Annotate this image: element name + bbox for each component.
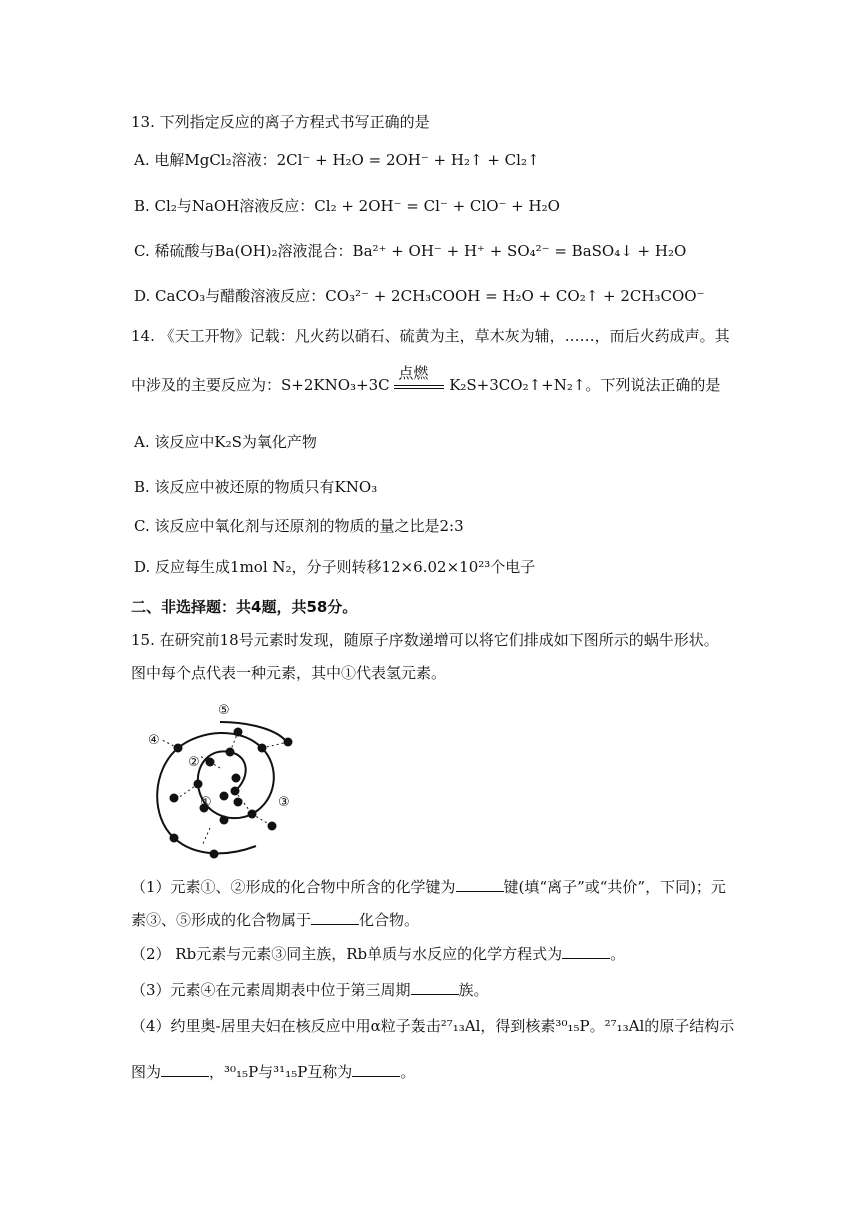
q13-stem: 13. 下列指定反应的离子方程式书写正确的是 [131,113,430,131]
q15-part4-text-b: 图为 [131,1063,162,1081]
label-5: ⑤ [218,703,230,718]
q14-option-c: C. 该反应中氧化剂与还原剂的物质的量之比是2:3 [134,517,464,535]
q14-reactants: 中涉及的主要反应为：S+2KNO₃+3C [131,376,390,394]
q13-option-c: C. 稀硫酸与Ba(OH)₂溶液混合：Ba²⁺ + OH⁻ + H⁺ + SO₄²⁻ = BaSO₄↓ + H₂O [134,242,687,260]
q14-stem-line1: 14. 《天工开物》记载：凡火药以硝石、硫黄为主，草木灰为辅，……，而后火药成声。其 [131,327,730,345]
answer-blank[interactable] [161,1062,209,1077]
q15-part4-line1: （4）约里奥-居里夫妇在核反应中用α粒子轰击²⁷₁₃Al，得到核素³⁰₁₅P。²⁷₁₃Al的原子结构示 [131,1017,735,1035]
answer-blank[interactable] [562,944,610,959]
q14-option-a: A. 该反应中K₂S为氧化产物 [134,433,317,451]
q15-part4-text-c: ，³⁰₁₅P与³¹₁₅P互称为 [209,1063,353,1081]
q15-part1-line2 [131,910,419,930]
answer-blank[interactable] [411,980,459,995]
q15-stem-line2: 图中每个点代表一种元素，其中①代表氢元素。 [131,664,447,682]
q13-option-b: B. Cl₂与NaOH溶液反应：Cl₂ + 2OH⁻ = Cl⁻ + ClO⁻ + H₂O [134,197,560,215]
q15-stem-line1: 15. 在研究前18号元素时发现，随原子序数递增可以将它们排成如下图所示的蜗牛形状。 [131,631,719,649]
q15-part1-text-b: 键(填“离子”或“共价”，下同)；元 [503,878,726,896]
answer-blank[interactable] [456,877,504,892]
label-1: ① [200,795,212,810]
q15-part4-line2 [131,1062,415,1082]
label-2: ② [188,755,200,770]
q15-part2-text: （2） Rb元素与元素③同主族，Rb单质与水反应的化学方程式为 [131,945,563,963]
q13-option-a: A. 电解MgCl₂溶液：2Cl⁻ + H₂O = 2OH⁻ + H₂↑ + Cl₂↑ [134,151,540,169]
q14-stem-line2 [131,364,721,395]
answer-blank[interactable] [352,1062,400,1077]
q15-part1-text-d: 化合物。 [359,911,420,929]
q14-option-b: B. 该反应中被还原的物质只有KNO₃ [134,478,378,496]
q15-part3-text: （3）元素④在元素周期表中位于第三周期 [131,981,411,999]
label-4: ④ [148,733,160,748]
section-title: 二、非选择题：共4题，共58分。 [131,598,358,616]
reaction-arrow [394,364,444,389]
q15-part1-line1 [131,877,726,897]
q13-option-d: D. CaCO₃与醋酸溶液反应：CO₃²⁻ + 2CH₃COOH = H₂O + CO₂↑ + 2CH₃COO⁻ [134,287,705,305]
q15-part3-end: 族。 [458,981,489,999]
label-3: ③ [278,795,290,810]
q15-part1-text-a: （1）元素①、②形成的化合物中所含的化学键为 [131,878,456,896]
element-dots [170,728,293,859]
reaction-condition: 点燃 [398,364,429,382]
q15-part3 [131,980,489,1000]
snail-periodic-figure [140,696,300,861]
q14-option-d: D. 反应每生成1mol N₂，分子则转移12×6.02×10²³个电子 [134,558,536,576]
q15-part2-end: 。 [610,945,626,963]
q15-part4-end: 。 [400,1063,416,1081]
answer-blank[interactable] [311,910,359,925]
q14-products: K₂S+3CO₂↑+N₂↑。下列说法正确的是 [449,376,721,394]
q15-part1-text-c: 素③、⑤形成的化合物属于 [131,911,312,929]
q15-part2 [131,944,625,964]
